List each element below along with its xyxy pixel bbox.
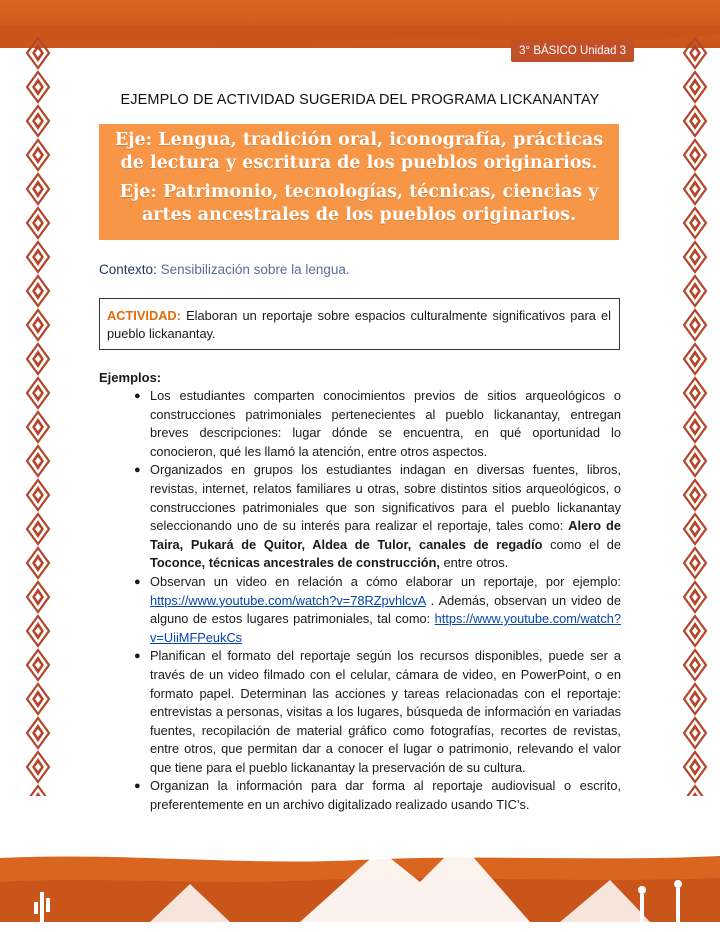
right-decorative-border: [682, 36, 708, 796]
bullet-icon: ●: [134, 650, 141, 663]
list-item: [99, 573, 621, 647]
list-item: [99, 647, 621, 777]
example-text: Los estudiantes comparten conocimientos previos de sitios arqueológicos o construcciones patrimoniales pertenecientes al pueblo lickanantay, entregan breves descripciones: lugar dónde se encuentra, en qué oportunidad lo conocieron, qué les llamó la atención, entre otros aspectos.: [150, 388, 621, 459]
bullet-icon: ●: [134, 780, 141, 793]
bullet-icon: ●: [134, 575, 141, 588]
video-link-reportaje[interactable]: https://www.youtube.com/watch?v=78RZpvhlcvA: [150, 592, 426, 608]
example-text: Observan un video en relación a cómo elaborar un reportaje, por ejemplo:: [150, 573, 621, 589]
axis-1: Eje: Lengua, tradición oral, iconografía, prácticas de lectura y escritura de los pueblos originarios.: [114, 130, 604, 173]
context-label: Contexto:: [99, 262, 157, 277]
axes-box: [99, 124, 619, 240]
list-item: [99, 777, 621, 814]
example-text: como el de: [542, 536, 621, 552]
examples-list: [99, 387, 621, 815]
example-text: Planifican el formato del reportaje según los recursos disponibles, puede ser a través de un video filmado con el celular, cámara de video, en PowerPoint, o en formato papel. Determinan las acciones y tareas relacionadas con el reportaje: entrevistas a personas, visitas a los lugares, búsqueda de información en variadas fuentes, recopilación de material gráfico como fotografías, recortes de revistas, entre otros, que permitan dar a conocer el lugar o patrimonio, relevando el valor que tiene para el pueblo lickanantay la preservación de su cultura.: [150, 648, 621, 775]
example-text: Organizados en grupos los estudiantes indagan en diversas fuentes, libros, revistas, internet, relatos familiares u otras, sobre distintos sitios arqueológicos, o construcciones patrimoniales que son significativos para el pueblo lickanantay seleccionando uno de su interés para realizar el reportaje, tales como:: [150, 462, 621, 534]
bullet-icon: ●: [134, 464, 141, 477]
example-text: . Además, observan un video de alguno de estos lugares patrimoniales, tal como:: [150, 592, 621, 627]
context-value: Sensibilización sobre la lengua.: [160, 262, 350, 277]
left-decorative-border: [25, 36, 51, 796]
activity-box: [99, 298, 620, 350]
axis-2: Eje: Patrimonio, tecnologías, técnicas, ciencias y artes ancestrales de los pueblos originarios.: [119, 182, 599, 225]
context-line: [99, 262, 350, 277]
bullet-icon: ●: [134, 390, 141, 402]
grade-badge: 3° BÁSICO Unidad 3: [511, 40, 634, 62]
example-text: entre otros.: [439, 555, 509, 571]
separator: ,: [179, 536, 191, 552]
list-item: [99, 461, 621, 573]
document-title: EJEMPLO DE ACTIVIDAD SUGERIDA DEL PROGRAMA LICKANANTAY: [120, 92, 600, 108]
bottom-landscape-illustration: [0, 822, 720, 932]
site-name: Alero de Taira: [150, 518, 621, 552]
list-item: [99, 387, 621, 461]
site-name: Toconce, técnicas ancestrales de construcción,: [150, 555, 440, 571]
activity-text: Elaboran un reportaje sobre espacios culturalmente significativos para el pueblo lickanantay.: [107, 308, 611, 341]
activity-label: ACTIVIDAD:: [107, 308, 181, 323]
video-link-patrimonio[interactable]: https://www.youtube.com/watch?v=UiiMFPeukCs: [150, 611, 621, 645]
example-text: Organizan la información para dar forma al reportaje audiovisual o escrito, preferentemente en un archivo digitalizado realizado usando TIC’s.: [150, 778, 621, 813]
site-name: Pukará de Quitor, Aldea de Tulor, canales de regadío: [190, 536, 543, 552]
examples-label: Ejemplos:: [99, 370, 162, 385]
